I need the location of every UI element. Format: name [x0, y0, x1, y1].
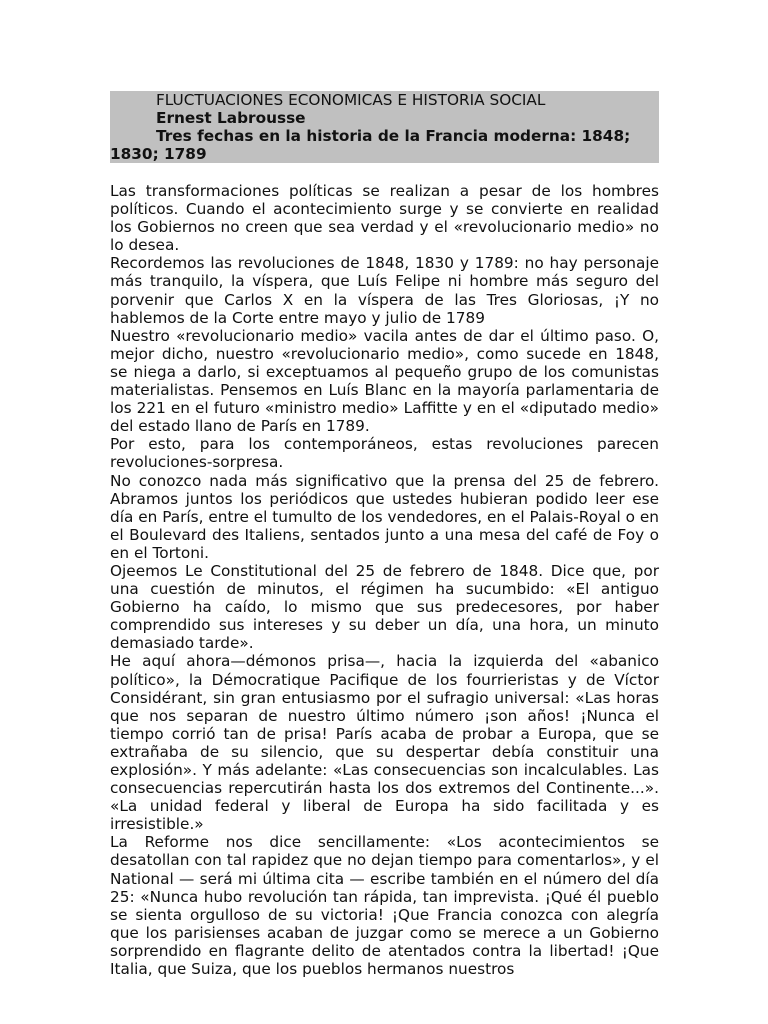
chapter-title-continuation: 1830; 1789	[110, 145, 207, 163]
paragraph: Por esto, para los contemporáneos, estas revoluciones parecen revoluciones-sorpresa.	[110, 435, 659, 472]
body-text	[110, 182, 659, 978]
document-title: FLUCTUACIONES ECONOMICAS E HISTORIA SOCIAL	[156, 91, 546, 109]
paragraph: Recordemos las revoluciones de 1848, 1830 y 1789: no hay personaje más tranquilo, la víspera, que Luís Felipe ni hombre más seguro del porvenir que Carlos X en la víspera de las Tres Gloriosas, ¡Y no hablemos de la Corte entre mayo y julio de 1789	[110, 254, 659, 327]
author-name: Ernest Labrousse	[156, 109, 306, 127]
paragraph: He aquí ahora—démonos prisa—, hacia la izquierda del «abanico político», la Démocratique Pacifique de los fourrieristas y de Víctor Considérant, sin gran entusiasmo por el sufragio universal: «Las horas que nos separan de nuestro último número ¡son años! ¡Nunca el tiempo corrió tan de prisa! París acaba de probar a Europa, que se extrañaba de su silencio, que su despertar debía constituir una explosión». Y más adelante: «Las consecuencias son incalculables. Las consecuencias repercutirán hasta los dos extremos del Continente...». «La unidad federal y liberal de Europa ha sido facilitada y es irresistible.»	[110, 652, 659, 834]
paragraph: Las transformaciones políticas se realizan a pesar de los hombres políticos. Cuando el acontecimiento surge y se convierte en realidad los Gobiernos no creen que sea verdad y el «revolucionario medio» no lo desea.	[110, 182, 659, 255]
paragraph: Ojeemos Le Constitutional del 25 de febrero de 1848. Dice que, por una cuestión de minutos, el régimen ha sucumbido: «El antiguo Gobierno ha caído, lo mismo que sus predecesores, por haber comprendido sus intereses y su deber un día, una hora, un minuto demasiado tarde».	[110, 561, 659, 653]
chapter-title: Tres fechas en la historia de la Francia moderna: 1848;	[156, 127, 631, 145]
paragraph: La Reforme nos dice sencillamente: «Los acontecimientos se desatollan con tal rapidez que no dejan tiempo para comentarlos», y el National — será mi última cita — escribe también en el número del día 25: «Nunca hubo revolución tan rápida, tan imprevista. ¡Qué él pueblo se sienta orgulloso de su victoria! ¡Que Francia conozca con alegría que los parisienses acaban de juzgar como se merece a un Gobierno sorprendido en flagrante delito de atentados contra la libertad! ¡Que Italia, que Suiza, que los pueblos hermanos nuestros	[110, 833, 659, 979]
paragraph: No conozco nada más significativo que la prensa del 25 de febrero. Abramos juntos los periódicos que ustedes hubieran podido leer ese día en París, entre el tumulto de los vendedores, en el Palais-Royal o en el Boulevard des Italiens, sentados junto a una mesa del café de Foy o en el Tortoni.	[110, 471, 659, 562]
paragraph: Nuestro «revolucionario medio» vacila antes de dar el último paso. O, mejor dicho, nuestro «revolucionario medio», como sucede en 1848, se niega a darlo, si exceptuamos al pequeño grupo de los comunistas materialistas. Pensemos en Luís Blanc en la mayoría parlamentaria de los 221 en el futuro «ministro medio» Laffitte y en el «diputado medio» del estado llano de París en 1789.	[110, 326, 659, 436]
